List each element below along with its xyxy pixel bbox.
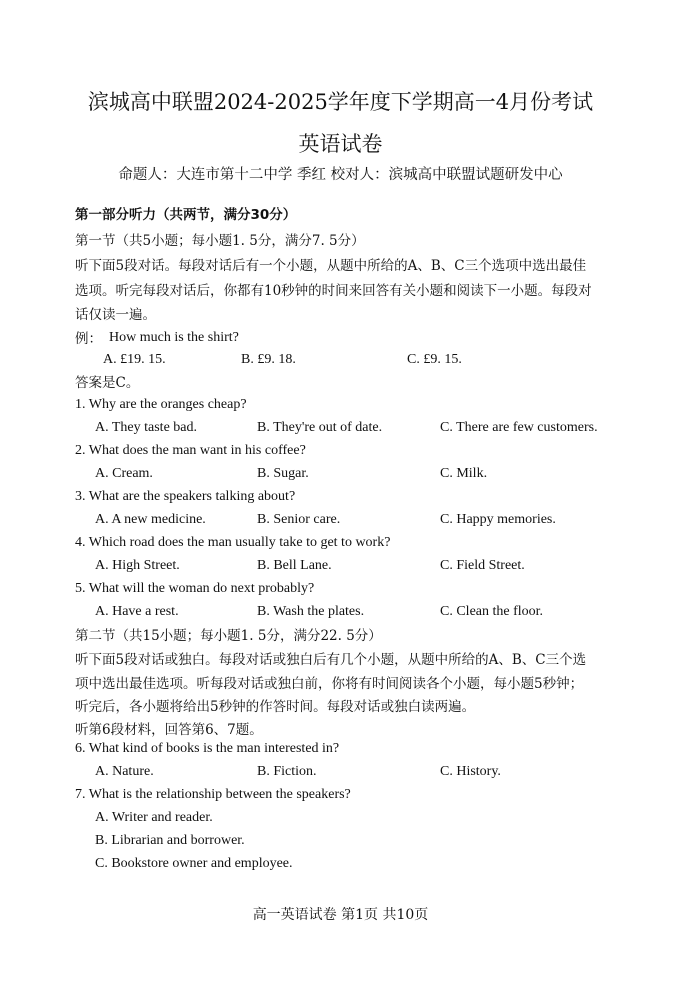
example-answer: 答案是C。 [75, 375, 140, 391]
part1-heading: 第一部分听力（共两节，满分30分） [75, 207, 297, 223]
question-2: 2. What does the man want in his coffee? [75, 443, 306, 458]
question-1: 1. Why are the oranges cheap? [75, 397, 247, 412]
section2-instruction-line: 听完后，各小题将给出5秒钟的作答时间。每段对话或独白读两遍。 [75, 699, 476, 715]
question-3-option-c: C. Happy memories. [440, 512, 556, 527]
author-line: 命题人：大连市第十二中学 季红 校对人：滨城高中联盟试题研发中心 [118, 167, 563, 183]
question-5-option-b: B. Wash the plates. [257, 604, 365, 619]
section2-heading: 第二节（共15小题；每小题1. 5分，满分22. 5分） [75, 628, 382, 644]
question-6-option-b: B. Fiction. [257, 764, 317, 779]
section1-instruction-line: 话仅读一遍。 [75, 307, 156, 323]
question-5: 5. What will the woman do next probably? [75, 581, 315, 596]
example-label: 例： [75, 331, 102, 347]
question-4-option-c: C. Field Street. [440, 558, 525, 573]
page-footer: 高一英语试卷 第1页 共10页 [252, 907, 429, 923]
question-6-option-a: A. Nature. [95, 764, 154, 779]
section1-heading: 第一节（共5小题；每小题1. 5分，满分7. 5分） [75, 233, 365, 249]
question-1-option-c: C. There are few customers. [440, 420, 598, 435]
section1-instruction-line: 听下面5段对话。每段对话后有一个小题，从题中所给的A、B、C三个选项中选出最佳 [75, 258, 587, 274]
question-5-option-a: A. Have a rest. [95, 604, 179, 619]
example-option-c: C. £9. 15. [407, 352, 462, 367]
section2-instruction-line: 项中选出最佳选项。听每段对话或独白前，你将有时间阅读各个小题，每小题5秒钟； [75, 676, 584, 692]
question-7: 7. What is the relationship between the speakers? [75, 787, 351, 802]
question-7-option-b: B. Librarian and borrower. [95, 833, 245, 848]
question-4-option-a: A. High Street. [95, 558, 180, 573]
question-3-option-a: A. A new medicine. [95, 512, 206, 527]
material-note: 听第6段材料，回答第6、7题。 [75, 722, 263, 738]
question-1-option-a: A. They taste bad. [95, 420, 197, 435]
question-3: 3. What are the speakers talking about? [75, 489, 296, 504]
question-6: 6. What kind of books is the man interested in? [75, 741, 340, 756]
question-6-option-c: C. History. [440, 764, 501, 779]
question-3-option-b: B. Senior care. [257, 512, 341, 527]
question-1-option-b: B. They're out of date. [257, 420, 383, 435]
exam-subtitle: 英语试卷 [298, 132, 383, 156]
question-2-option-c: C. Milk. [440, 466, 488, 481]
section1-instruction-line: 选项。听完每段对话后，你都有10秒钟的时间来回答有关小题和阅读下一小题。每段对 [75, 283, 592, 299]
question-7-option-a: A. Writer and reader. [95, 810, 213, 825]
example-question: How much is the shirt? [109, 330, 239, 345]
question-7-option-c: C. Bookstore owner and employee. [95, 856, 293, 871]
exam-title: 滨城高中联盟2024-2025学年度下学期高一4月份考试 [87, 90, 594, 114]
question-4: 4. Which road does the man usually take to get to work? [75, 535, 391, 550]
example-option-a: A. £19. 15. [103, 352, 166, 367]
question-5-option-c: C. Clean the floor. [440, 604, 544, 619]
question-2-option-b: B. Sugar. [257, 466, 309, 481]
question-4-option-b: B. Bell Lane. [257, 558, 332, 573]
question-2-option-a: A. Cream. [95, 466, 153, 481]
section2-instruction-line: 听下面5段对话或独白。每段对话或独白后有几个小题，从题中所给的A、B、C三个选 [75, 652, 587, 668]
example-option-b: B. £9. 18. [241, 352, 296, 367]
